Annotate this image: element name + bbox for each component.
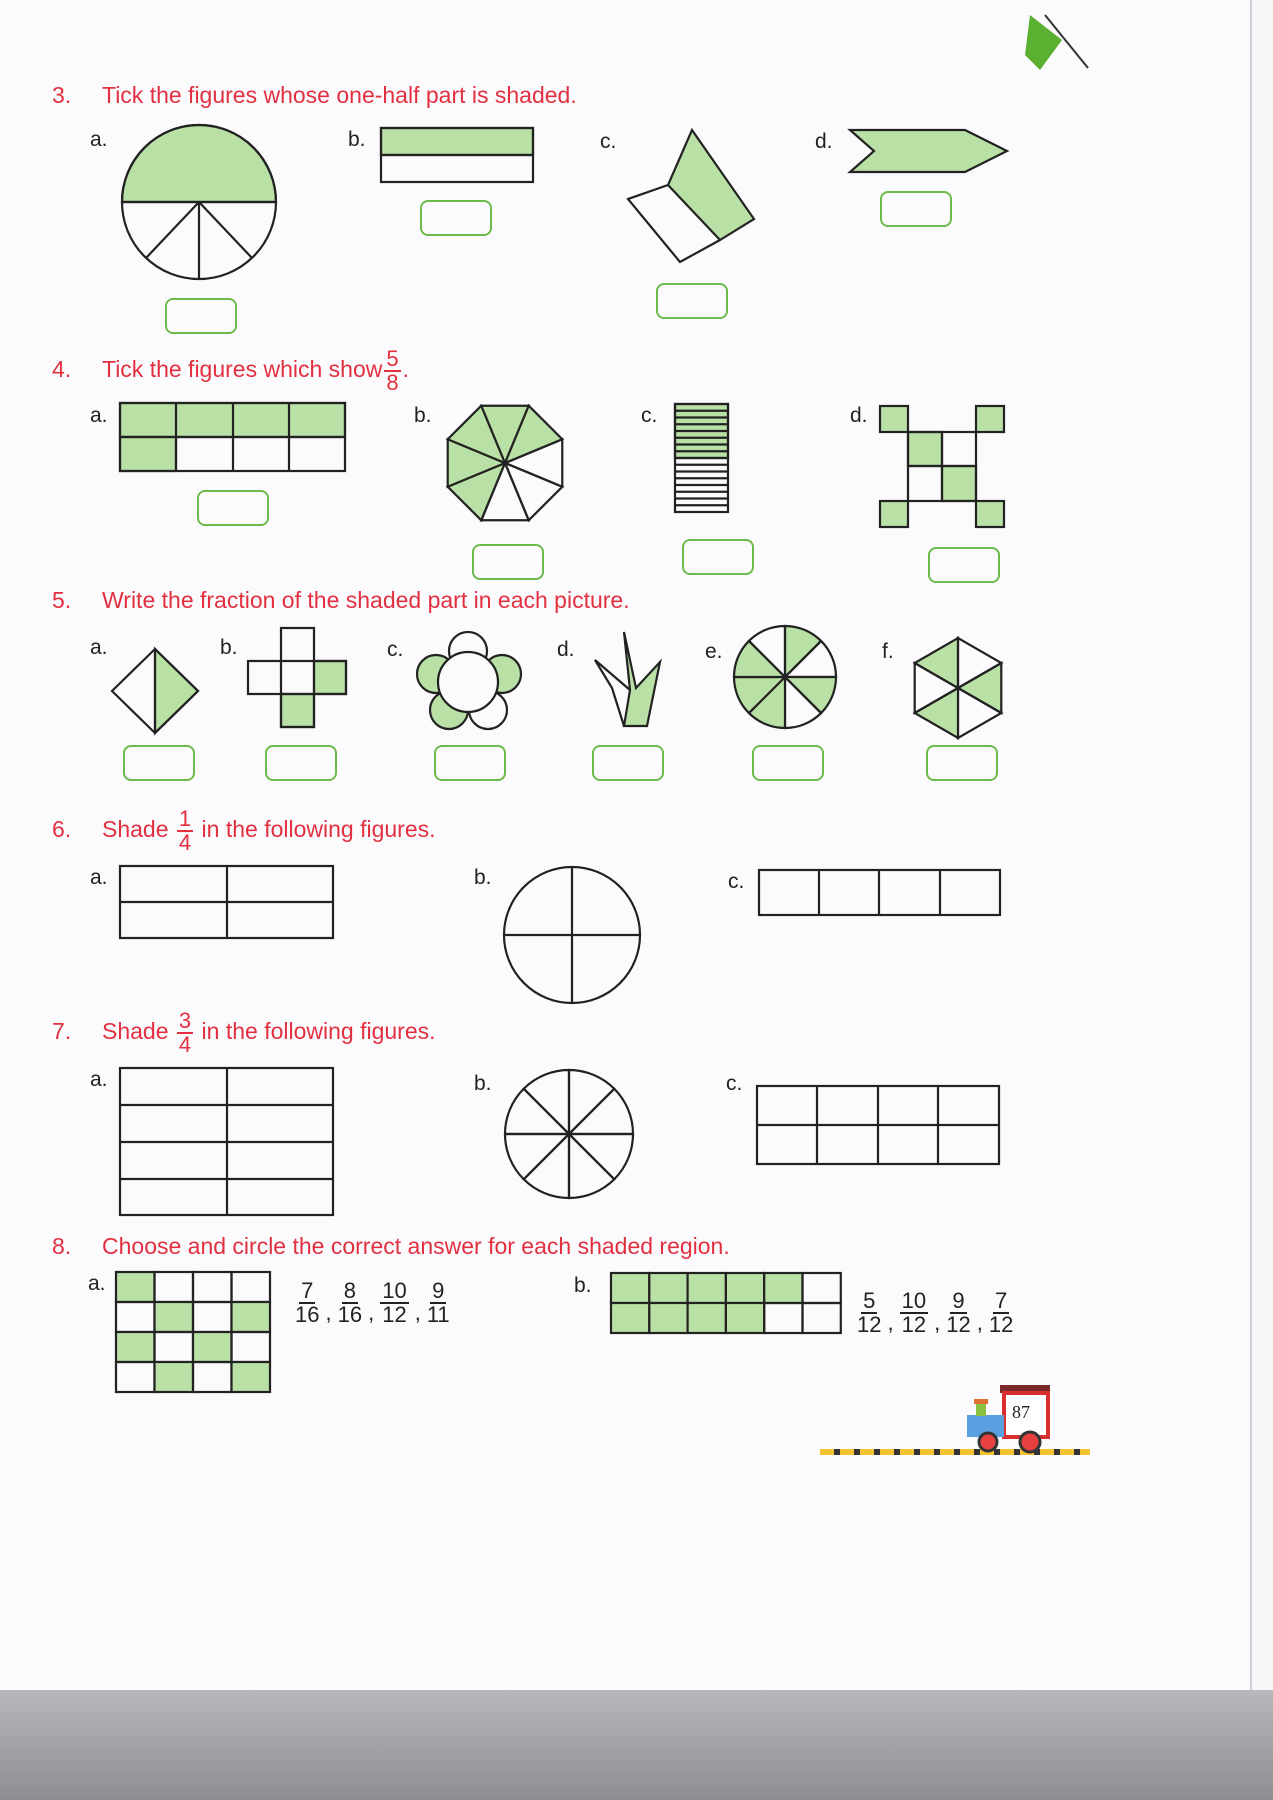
denominator: 12	[946, 1312, 971, 1337]
question-6-heading	[52, 808, 436, 854]
numerator: 9	[432, 1278, 445, 1303]
numerator: 8	[343, 1278, 356, 1303]
answer-box-5d[interactable]	[592, 745, 664, 781]
fraction-3-4	[177, 1010, 193, 1056]
label-7b: b.	[474, 1072, 492, 1095]
train-icon	[0, 0, 1, 1]
denominator: 12	[901, 1312, 927, 1337]
answer-box-4a[interactable]	[197, 490, 269, 526]
denominator: 12	[857, 1312, 882, 1337]
denominator: 4	[178, 1032, 192, 1057]
label-7c: c.	[726, 1072, 743, 1095]
answer-box-3a[interactable]	[165, 298, 237, 334]
numerator: 5	[386, 346, 399, 371]
label-5c: c.	[387, 638, 404, 661]
option-8a-1[interactable]	[295, 1280, 319, 1326]
grid-cell	[116, 1332, 155, 1362]
answer-box-4d[interactable]	[928, 547, 1000, 583]
label-7a: a.	[90, 1068, 108, 1091]
option-8a-2[interactable]	[338, 1280, 362, 1326]
denominator: 8	[386, 370, 399, 395]
answer-box-3b[interactable]	[420, 200, 492, 236]
question-text: in the following figures.	[201, 1018, 436, 1045]
option-8b-4[interactable]	[989, 1290, 1013, 1336]
question-text: Shade	[102, 816, 169, 843]
options-8b: $\frac{5}{12}$ , $\frac{10}{12}$ , $\frac{9}{12}$ , $\frac{7}{12}$	[857, 1288, 1014, 1337]
numerator: 7	[994, 1288, 1008, 1313]
grid-cell	[688, 1273, 726, 1303]
numerator: 3	[178, 1008, 192, 1033]
label-8a: a.	[88, 1272, 106, 1295]
grid-cell	[649, 1273, 687, 1303]
scanner-background	[0, 1690, 1273, 1800]
label-6a: a.	[90, 866, 108, 889]
label-5b: b.	[220, 636, 238, 659]
numerator: 7	[301, 1278, 314, 1303]
grid-cell	[611, 1303, 649, 1333]
numerator: 1	[178, 806, 192, 831]
question-number: 6.	[52, 816, 72, 843]
fraction-5-8	[384, 348, 400, 394]
label-3c: c.	[600, 130, 617, 153]
answer-box-5c[interactable]	[434, 745, 506, 781]
question-text: Choose and circle the correct answer for each shaded region.	[102, 1233, 730, 1259]
question-number: 4.	[52, 356, 72, 383]
question-text: Tick the figures which show	[102, 356, 383, 383]
label-4a: a.	[90, 404, 108, 427]
label-3d: d.	[815, 130, 833, 153]
label-4b: b.	[414, 404, 432, 427]
grid-cell	[193, 1332, 232, 1362]
answer-box-5e[interactable]	[752, 745, 824, 781]
grid-cell	[764, 1273, 802, 1303]
grid-cell	[116, 1272, 155, 1302]
question-text: Write the fraction of the shaded part in each picture.	[102, 587, 630, 613]
option-8b-1[interactable]	[857, 1290, 881, 1336]
grid-cell	[232, 1302, 271, 1332]
label-3a: a.	[90, 128, 108, 151]
denominator: 12	[382, 1302, 407, 1327]
answer-box-3c[interactable]	[656, 283, 728, 319]
question-text: in the following figures.	[201, 816, 436, 843]
fraction-1-4	[177, 808, 193, 854]
question-text: Tick the figures whose one-half part is shaded.	[102, 82, 577, 108]
numerator: 10	[382, 1278, 407, 1303]
label-5f: f.	[882, 640, 894, 663]
question-number: 8.	[52, 1233, 72, 1259]
label-5d: d.	[557, 638, 575, 661]
answer-box-3d[interactable]	[880, 191, 952, 227]
question-7-heading	[52, 1010, 436, 1056]
answer-box-5f[interactable]	[926, 745, 998, 781]
grid-cell	[155, 1362, 194, 1392]
question-8-heading	[52, 1233, 730, 1260]
question-4-heading	[52, 348, 409, 394]
label-5a: a.	[90, 636, 108, 659]
option-8b-3[interactable]	[946, 1290, 970, 1336]
question-number: 5.	[52, 587, 72, 613]
label-5e: e.	[705, 640, 723, 663]
grid-cell	[232, 1362, 271, 1392]
grid-cell	[649, 1303, 687, 1333]
question-5-heading	[52, 587, 630, 614]
period: .	[402, 356, 410, 383]
grid-cell	[726, 1273, 764, 1303]
grid-cell	[688, 1303, 726, 1333]
grid-cell	[611, 1273, 649, 1303]
grid-cell	[726, 1303, 764, 1333]
label-3b: b.	[348, 128, 366, 151]
grid-cell	[155, 1302, 194, 1332]
question-number: 3.	[52, 82, 72, 108]
option-8b-2[interactable]	[900, 1290, 928, 1336]
option-8a-3[interactable]	[380, 1280, 408, 1326]
answer-box-4c[interactable]	[682, 539, 754, 575]
label-4d: d.	[850, 404, 868, 427]
denominator: 11	[426, 1302, 450, 1327]
options-8a: $\frac{7}{16}$ , $\frac{8}{16}$ , $\frac{10}{12}$ , $\frac{9}{11}$	[295, 1278, 450, 1327]
numerator: 5	[863, 1288, 876, 1313]
denominator: 16	[295, 1302, 320, 1327]
answer-box-4b[interactable]	[472, 544, 544, 580]
label-6c: c.	[728, 870, 745, 893]
question-3-heading	[52, 82, 577, 109]
numerator: 10	[901, 1288, 927, 1313]
denominator: 4	[178, 830, 192, 855]
option-8a-4[interactable]	[427, 1280, 450, 1326]
label-6b: b.	[474, 866, 492, 889]
answer-box-5a[interactable]	[123, 745, 195, 781]
answer-box-5b[interactable]	[265, 745, 337, 781]
denominator: 16	[337, 1302, 363, 1327]
question-text: Shade	[102, 1018, 169, 1045]
numerator: 9	[952, 1288, 965, 1313]
label-4c: c.	[641, 404, 658, 427]
question-number: 7.	[52, 1018, 72, 1045]
label-8b: b.	[574, 1274, 592, 1297]
page-number: 87	[1012, 1402, 1030, 1422]
denominator: 12	[988, 1312, 1014, 1337]
